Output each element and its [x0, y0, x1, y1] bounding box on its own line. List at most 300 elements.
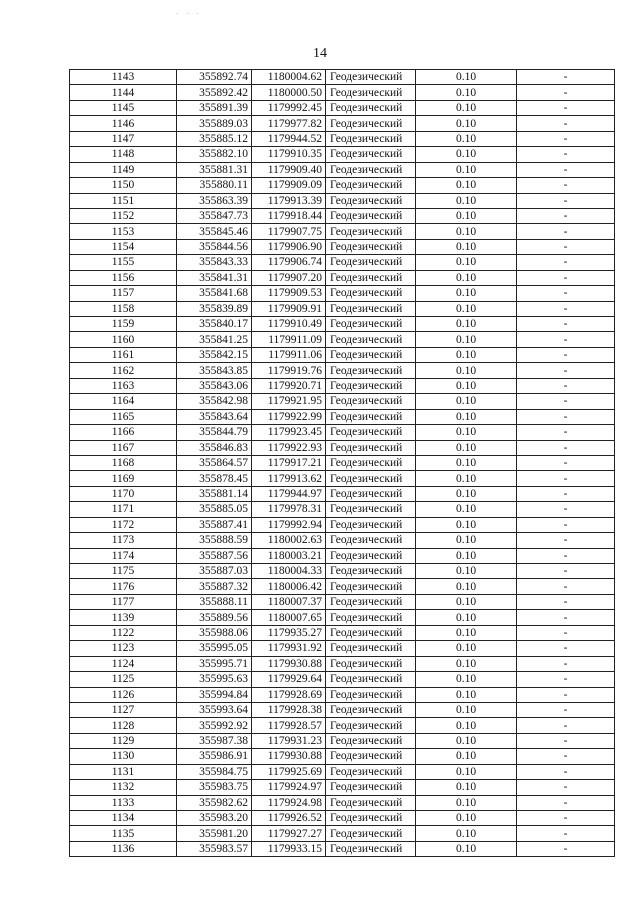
description-cell: -	[517, 162, 615, 177]
description-cell: -	[517, 178, 615, 193]
table-row	[70, 841, 615, 856]
x-coordinate-cell: 355995.05	[177, 641, 252, 656]
y-coordinate-cell: 1179992.94	[252, 517, 326, 532]
method-cell: Геодезический	[326, 162, 416, 177]
method-cell: Геодезический	[326, 780, 416, 795]
accuracy-cell: 0.10	[416, 70, 517, 85]
description-cell: -	[517, 131, 615, 146]
description-cell: -	[517, 533, 615, 548]
accuracy-cell: 0.10	[416, 718, 517, 733]
method-cell: Геодезический	[326, 85, 416, 100]
x-coordinate-cell: 355841.31	[177, 270, 252, 285]
table-row	[70, 162, 615, 177]
x-coordinate-cell: 355842.15	[177, 347, 252, 362]
coordinates-table-container	[69, 69, 614, 857]
method-cell: Геодезический	[326, 440, 416, 455]
table-row	[70, 502, 615, 517]
description-cell: -	[517, 270, 615, 285]
table-row	[70, 70, 615, 85]
x-coordinate-cell: 355843.33	[177, 255, 252, 270]
point-number-cell: 1130	[70, 749, 177, 764]
x-coordinate-cell: 355982.62	[177, 795, 252, 810]
x-coordinate-cell: 355843.64	[177, 409, 252, 424]
method-cell: Геодезический	[326, 224, 416, 239]
description-cell: -	[517, 780, 615, 795]
table-row	[70, 702, 615, 717]
description-cell: -	[517, 409, 615, 424]
y-coordinate-cell: 1179935.27	[252, 625, 326, 640]
method-cell: Геодезический	[326, 795, 416, 810]
accuracy-cell: 0.10	[416, 131, 517, 146]
x-coordinate-cell: 355847.73	[177, 208, 252, 223]
accuracy-cell: 0.10	[416, 378, 517, 393]
method-cell: Геодезический	[326, 502, 416, 517]
point-number-cell: 1134	[70, 811, 177, 826]
description-cell: -	[517, 363, 615, 378]
x-coordinate-cell: 355885.05	[177, 502, 252, 517]
point-number-cell: 1132	[70, 780, 177, 795]
y-coordinate-cell: 1179925.69	[252, 764, 326, 779]
table-row	[70, 332, 615, 347]
x-coordinate-cell: 355882.10	[177, 147, 252, 162]
y-coordinate-cell: 1179920.71	[252, 378, 326, 393]
x-coordinate-cell: 355864.57	[177, 455, 252, 470]
accuracy-cell: 0.10	[416, 826, 517, 841]
method-cell: Геодезический	[326, 70, 416, 85]
point-number-cell: 1155	[70, 255, 177, 270]
y-coordinate-cell: 1179931.92	[252, 641, 326, 656]
description-cell: -	[517, 733, 615, 748]
x-coordinate-cell: 355888.59	[177, 533, 252, 548]
description-cell: -	[517, 564, 615, 579]
method-cell: Геодезический	[326, 656, 416, 671]
method-cell: Геодезический	[326, 625, 416, 640]
table-row	[70, 455, 615, 470]
y-coordinate-cell: 1180002.63	[252, 533, 326, 548]
description-cell: -	[517, 749, 615, 764]
x-coordinate-cell: 355844.79	[177, 425, 252, 440]
description-cell: -	[517, 239, 615, 254]
accuracy-cell: 0.10	[416, 733, 517, 748]
method-cell: Геодезический	[326, 255, 416, 270]
method-cell: Геодезический	[326, 749, 416, 764]
y-coordinate-cell: 1179911.09	[252, 332, 326, 347]
method-cell: Геодезический	[326, 517, 416, 532]
table-row	[70, 486, 615, 501]
method-cell: Геодезический	[326, 317, 416, 332]
point-number-cell: 1162	[70, 363, 177, 378]
description-cell: -	[517, 394, 615, 409]
x-coordinate-cell: 355984.75	[177, 764, 252, 779]
accuracy-cell: 0.10	[416, 841, 517, 856]
x-coordinate-cell: 355881.31	[177, 162, 252, 177]
description-cell: -	[517, 317, 615, 332]
accuracy-cell: 0.10	[416, 440, 517, 455]
description-cell: -	[517, 347, 615, 362]
accuracy-cell: 0.10	[416, 85, 517, 100]
y-coordinate-cell: 1179913.39	[252, 193, 326, 208]
description-cell: -	[517, 471, 615, 486]
method-cell: Геодезический	[326, 332, 416, 347]
description-cell: -	[517, 579, 615, 594]
method-cell: Геодезический	[326, 455, 416, 470]
table-row	[70, 672, 615, 687]
accuracy-cell: 0.10	[416, 425, 517, 440]
point-number-cell: 1157	[70, 286, 177, 301]
description-cell: -	[517, 795, 615, 810]
y-coordinate-cell: 1179922.99	[252, 409, 326, 424]
x-coordinate-cell: 355983.20	[177, 811, 252, 826]
accuracy-cell: 0.10	[416, 178, 517, 193]
point-number-cell: 1170	[70, 486, 177, 501]
description-cell: -	[517, 502, 615, 517]
y-coordinate-cell: 1179906.74	[252, 255, 326, 270]
description-cell: -	[517, 440, 615, 455]
y-coordinate-cell: 1179931.23	[252, 733, 326, 748]
point-number-cell: 1166	[70, 425, 177, 440]
x-coordinate-cell: 355981.20	[177, 826, 252, 841]
table-row	[70, 517, 615, 532]
description-cell: -	[517, 455, 615, 470]
method-cell: Геодезический	[326, 579, 416, 594]
y-coordinate-cell: 1179918.44	[252, 208, 326, 223]
point-number-cell: 1171	[70, 502, 177, 517]
table-row	[70, 780, 615, 795]
table-row	[70, 579, 615, 594]
table-row	[70, 100, 615, 115]
description-cell: -	[517, 718, 615, 733]
point-number-cell: 1174	[70, 548, 177, 563]
point-number-cell: 1160	[70, 332, 177, 347]
accuracy-cell: 0.10	[416, 116, 517, 131]
description-cell: -	[517, 764, 615, 779]
y-coordinate-cell: 1179928.57	[252, 718, 326, 733]
y-coordinate-cell: 1179929.64	[252, 672, 326, 687]
y-coordinate-cell: 1180004.62	[252, 70, 326, 85]
accuracy-cell: 0.10	[416, 702, 517, 717]
description-cell: -	[517, 70, 615, 85]
description-cell: -	[517, 641, 615, 656]
point-number-cell: 1167	[70, 440, 177, 455]
x-coordinate-cell: 355885.12	[177, 131, 252, 146]
y-coordinate-cell: 1179930.88	[252, 749, 326, 764]
method-cell: Геодезический	[326, 378, 416, 393]
method-cell: Геодезический	[326, 687, 416, 702]
accuracy-cell: 0.10	[416, 162, 517, 177]
method-cell: Геодезический	[326, 425, 416, 440]
y-coordinate-cell: 1179910.49	[252, 317, 326, 332]
table-row	[70, 178, 615, 193]
description-cell: -	[517, 85, 615, 100]
method-cell: Геодезический	[326, 548, 416, 563]
y-coordinate-cell: 1179909.09	[252, 178, 326, 193]
x-coordinate-cell: 355994.84	[177, 687, 252, 702]
point-number-cell: 1151	[70, 193, 177, 208]
table-row	[70, 718, 615, 733]
table-row	[70, 610, 615, 625]
point-number-cell: 1147	[70, 131, 177, 146]
table-row	[70, 255, 615, 270]
point-number-cell: 1124	[70, 656, 177, 671]
x-coordinate-cell: 355987.38	[177, 733, 252, 748]
method-cell: Геодезический	[326, 841, 416, 856]
point-number-cell: 1145	[70, 100, 177, 115]
y-coordinate-cell: 1179933.15	[252, 841, 326, 856]
table-row	[70, 363, 615, 378]
x-coordinate-cell: 355843.06	[177, 378, 252, 393]
description-cell: -	[517, 193, 615, 208]
point-number-cell: 1161	[70, 347, 177, 362]
description-cell: -	[517, 517, 615, 532]
y-coordinate-cell: 1179928.38	[252, 702, 326, 717]
table-row	[70, 147, 615, 162]
y-coordinate-cell: 1180007.65	[252, 610, 326, 625]
accuracy-cell: 0.10	[416, 317, 517, 332]
point-number-cell: 1135	[70, 826, 177, 841]
description-cell: -	[517, 841, 615, 856]
description-cell: -	[517, 425, 615, 440]
y-coordinate-cell: 1179924.98	[252, 795, 326, 810]
point-number-cell: 1129	[70, 733, 177, 748]
y-coordinate-cell: 1180006.42	[252, 579, 326, 594]
point-number-cell: 1143	[70, 70, 177, 85]
description-cell: -	[517, 286, 615, 301]
method-cell: Геодезический	[326, 610, 416, 625]
accuracy-cell: 0.10	[416, 147, 517, 162]
accuracy-cell: 0.10	[416, 548, 517, 563]
point-number-cell: 1149	[70, 162, 177, 177]
description-cell: -	[517, 332, 615, 347]
y-coordinate-cell: 1180003.21	[252, 548, 326, 563]
x-coordinate-cell: 355846.83	[177, 440, 252, 455]
method-cell: Геодезический	[326, 208, 416, 223]
description-cell: -	[517, 378, 615, 393]
accuracy-cell: 0.10	[416, 394, 517, 409]
y-coordinate-cell: 1179992.45	[252, 100, 326, 115]
method-cell: Геодезический	[326, 718, 416, 733]
table-row	[70, 625, 615, 640]
x-coordinate-cell: 355863.39	[177, 193, 252, 208]
description-cell: -	[517, 147, 615, 162]
method-cell: Геодезический	[326, 270, 416, 285]
point-number-cell: 1153	[70, 224, 177, 239]
accuracy-cell: 0.10	[416, 641, 517, 656]
accuracy-cell: 0.10	[416, 301, 517, 316]
y-coordinate-cell: 1179907.20	[252, 270, 326, 285]
table-row	[70, 471, 615, 486]
y-coordinate-cell: 1179919.76	[252, 363, 326, 378]
point-number-cell: 1123	[70, 641, 177, 656]
point-number-cell: 1136	[70, 841, 177, 856]
method-cell: Геодезический	[326, 594, 416, 609]
x-coordinate-cell: 355986.91	[177, 749, 252, 764]
y-coordinate-cell: 1179911.06	[252, 347, 326, 362]
table-row	[70, 394, 615, 409]
x-coordinate-cell: 355993.64	[177, 702, 252, 717]
description-cell: -	[517, 255, 615, 270]
method-cell: Геодезический	[326, 564, 416, 579]
x-coordinate-cell: 355844.56	[177, 239, 252, 254]
x-coordinate-cell: 355892.74	[177, 70, 252, 85]
method-cell: Геодезический	[326, 239, 416, 254]
accuracy-cell: 0.10	[416, 672, 517, 687]
y-coordinate-cell: 1179928.69	[252, 687, 326, 702]
y-coordinate-cell: 1179924.97	[252, 780, 326, 795]
accuracy-cell: 0.10	[416, 409, 517, 424]
accuracy-cell: 0.10	[416, 486, 517, 501]
table-row	[70, 733, 615, 748]
point-number-cell: 1148	[70, 147, 177, 162]
point-number-cell: 1126	[70, 687, 177, 702]
description-cell: -	[517, 116, 615, 131]
y-coordinate-cell: 1179910.35	[252, 147, 326, 162]
table-row	[70, 224, 615, 239]
accuracy-cell: 0.10	[416, 363, 517, 378]
point-number-cell: 1127	[70, 702, 177, 717]
accuracy-cell: 0.10	[416, 764, 517, 779]
table-row	[70, 440, 615, 455]
table-row	[70, 301, 615, 316]
accuracy-cell: 0.10	[416, 347, 517, 362]
description-cell: -	[517, 548, 615, 563]
accuracy-cell: 0.10	[416, 208, 517, 223]
point-number-cell: 1172	[70, 517, 177, 532]
accuracy-cell: 0.10	[416, 656, 517, 671]
method-cell: Геодезический	[326, 363, 416, 378]
point-number-cell: 1154	[70, 239, 177, 254]
table-row	[70, 347, 615, 362]
x-coordinate-cell: 355995.63	[177, 672, 252, 687]
table-row	[70, 425, 615, 440]
x-coordinate-cell: 355878.45	[177, 471, 252, 486]
table-row	[70, 208, 615, 223]
x-coordinate-cell: 355995.71	[177, 656, 252, 671]
x-coordinate-cell: 355887.32	[177, 579, 252, 594]
x-coordinate-cell: 355988.06	[177, 625, 252, 640]
x-coordinate-cell: 355889.56	[177, 610, 252, 625]
accuracy-cell: 0.10	[416, 471, 517, 486]
description-cell: -	[517, 301, 615, 316]
table-row	[70, 286, 615, 301]
x-coordinate-cell: 355842.98	[177, 394, 252, 409]
description-cell: -	[517, 625, 615, 640]
accuracy-cell: 0.10	[416, 239, 517, 254]
x-coordinate-cell: 355841.68	[177, 286, 252, 301]
point-number-cell: 1152	[70, 208, 177, 223]
accuracy-cell: 0.10	[416, 795, 517, 810]
x-coordinate-cell: 355843.85	[177, 363, 252, 378]
x-coordinate-cell: 355888.11	[177, 594, 252, 609]
description-cell: -	[517, 687, 615, 702]
table-row	[70, 764, 615, 779]
y-coordinate-cell: 1179909.91	[252, 301, 326, 316]
method-cell: Геодезический	[326, 486, 416, 501]
table-row	[70, 749, 615, 764]
x-coordinate-cell: 355841.25	[177, 332, 252, 347]
y-coordinate-cell: 1179917.21	[252, 455, 326, 470]
table-row	[70, 548, 615, 563]
point-number-cell: 1158	[70, 301, 177, 316]
accuracy-cell: 0.10	[416, 687, 517, 702]
point-number-cell: 1175	[70, 564, 177, 579]
description-cell: -	[517, 672, 615, 687]
point-number-cell: 1146	[70, 116, 177, 131]
accuracy-cell: 0.10	[416, 255, 517, 270]
method-cell: Геодезический	[326, 394, 416, 409]
description-cell: -	[517, 594, 615, 609]
table-row	[70, 594, 615, 609]
point-number-cell: 1169	[70, 471, 177, 486]
description-cell: -	[517, 100, 615, 115]
accuracy-cell: 0.10	[416, 625, 517, 640]
accuracy-cell: 0.10	[416, 780, 517, 795]
description-cell: -	[517, 656, 615, 671]
description-cell: -	[517, 224, 615, 239]
x-coordinate-cell: 355840.17	[177, 317, 252, 332]
description-cell: -	[517, 702, 615, 717]
y-coordinate-cell: 1179927.27	[252, 826, 326, 841]
y-coordinate-cell: 1179909.40	[252, 162, 326, 177]
description-cell: -	[517, 610, 615, 625]
method-cell: Геодезический	[326, 347, 416, 362]
method-cell: Геодезический	[326, 100, 416, 115]
point-number-cell: 1131	[70, 764, 177, 779]
table-row	[70, 687, 615, 702]
x-coordinate-cell: 355892.42	[177, 85, 252, 100]
description-cell: -	[517, 208, 615, 223]
method-cell: Геодезический	[326, 471, 416, 486]
method-cell: Геодезический	[326, 131, 416, 146]
point-number-cell: 1128	[70, 718, 177, 733]
method-cell: Геодезический	[326, 811, 416, 826]
method-cell: Геодезический	[326, 301, 416, 316]
table-row	[70, 826, 615, 841]
table-row	[70, 85, 615, 100]
y-coordinate-cell: 1179906.90	[252, 239, 326, 254]
table-row	[70, 270, 615, 285]
x-coordinate-cell: 355983.57	[177, 841, 252, 856]
y-coordinate-cell: 1179907.75	[252, 224, 326, 239]
point-number-cell: 1165	[70, 409, 177, 424]
table-row	[70, 656, 615, 671]
accuracy-cell: 0.10	[416, 455, 517, 470]
x-coordinate-cell: 355887.03	[177, 564, 252, 579]
point-number-cell: 1125	[70, 672, 177, 687]
point-number-cell: 1122	[70, 625, 177, 640]
method-cell: Геодезический	[326, 286, 416, 301]
accuracy-cell: 0.10	[416, 502, 517, 517]
accuracy-cell: 0.10	[416, 332, 517, 347]
y-coordinate-cell: 1179913.62	[252, 471, 326, 486]
accuracy-cell: 0.10	[416, 533, 517, 548]
y-coordinate-cell: 1179922.93	[252, 440, 326, 455]
table-row	[70, 378, 615, 393]
table-row	[70, 409, 615, 424]
y-coordinate-cell: 1179977.82	[252, 116, 326, 131]
table-row	[70, 533, 615, 548]
point-number-cell: 1168	[70, 455, 177, 470]
x-coordinate-cell: 355887.56	[177, 548, 252, 563]
point-number-cell: 1133	[70, 795, 177, 810]
x-coordinate-cell: 355839.89	[177, 301, 252, 316]
accuracy-cell: 0.10	[416, 579, 517, 594]
y-coordinate-cell: 1179921.95	[252, 394, 326, 409]
method-cell: Геодезический	[326, 764, 416, 779]
method-cell: Геодезический	[326, 672, 416, 687]
accuracy-cell: 0.10	[416, 270, 517, 285]
x-coordinate-cell: 355887.41	[177, 517, 252, 532]
y-coordinate-cell: 1179930.88	[252, 656, 326, 671]
